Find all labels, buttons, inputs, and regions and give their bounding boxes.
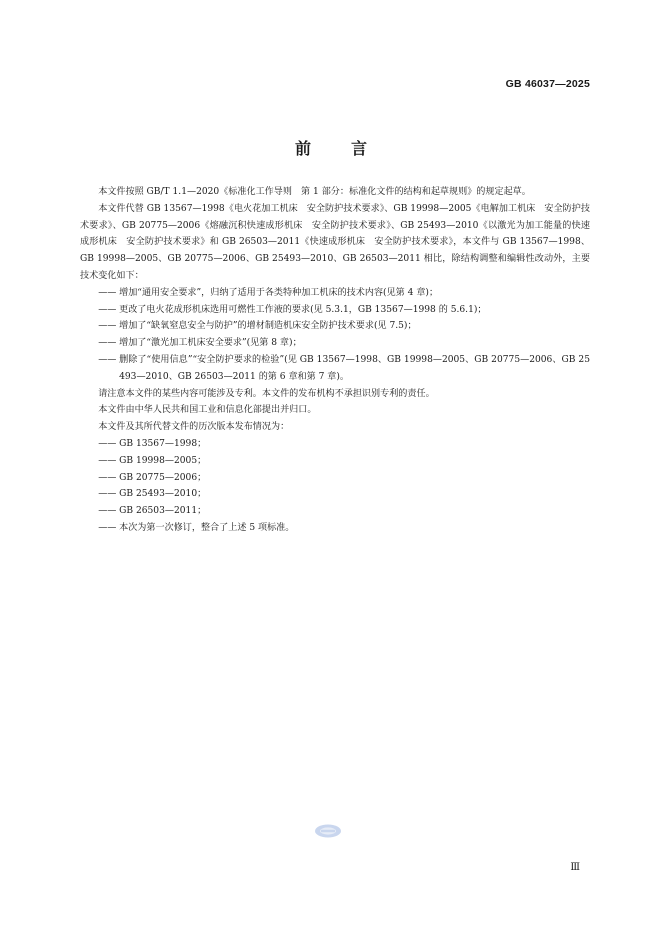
list-dash: —— [98,354,117,365]
history-item-text: GB 20775—2006； [119,472,207,483]
list-item [80,486,590,503]
list-item [80,352,590,386]
history-item-text: GB 13567—1998； [119,438,207,449]
list-dash: —— [98,472,117,483]
list-item [80,453,590,470]
history-item-text: 本次为第一次修订，整合了上述 5 项标准。 [119,522,295,533]
list-dash: —— [98,438,117,449]
page-number: Ⅲ [570,862,580,873]
change-item-text: 删除了“使用信息”“安全防护要求的检验”(见 GB 13567—1998、GB 19998—2005、GB 20775—2006、GB 25493—2010、GB 26503—2011 的第 6 章和第 7 章)。 [119,354,590,382]
change-item-text: 增加“通用安全要求”，归纳了适用于各类特种加工机床的技术内容(见第 4 章)； [119,287,439,298]
list-item [80,285,590,302]
history-item-text: GB 19998—2005； [119,455,207,466]
list-dash: —— [98,287,117,298]
paragraph-replaces: 本文件代替 GB 13567—1998《电火花加工机床 安全防护技术要求》、GB 19998—2005《电解加工机床 安全防护技术要求》、GB 20775—2006《熔融沉积快速成形机床 安全防护技术要求》、GB 25493—2010《以激光为加工能量的快速成形机床 安全防护技术要求》和 GB 26503—2011《快速成形机床 安全防护技术要求》，本文件与 GB 13567—1998、GB 19998—2005、GB 20775—2006、GB 25493—2010、GB 26503—2011 相比，除结构调整和编辑性改动外，主要技术变化如下： [80,203,590,281]
list-dash: —— [98,455,117,466]
list-dash: —— [98,338,117,349]
list-item [80,302,590,319]
change-item-text: 增加了“激光加工机床安全要求”(见第 8 章)； [119,338,302,349]
paragraph-drafting-rules: 本文件按照 GB/T 1.1—2020《标准化工作导则 第 1 部分：标准化文件的结构和起草规则》的规定起草。 [98,187,531,197]
list-dash: —— [98,489,117,500]
list-item [80,318,590,335]
history-item-text: GB 25493—2010； [119,489,207,500]
change-item-text: 更改了电火花成形机床选用可燃性工作液的要求(见 5.3.1，GB 13567—1998 的 5.6.1)； [119,304,487,315]
list-dash: —— [98,321,117,332]
list-dash: —— [98,304,117,315]
paragraph-proposer: 本文件由中华人民共和国工业和信息化部提出并归口。 [98,405,317,416]
list-item [80,520,590,537]
list-item [80,503,590,520]
list-item [80,436,590,453]
list-item [80,335,590,352]
paragraph-history-intro: 本文件及其所代替文件的历次版本发布情况为： [98,422,290,433]
foreword-body [80,184,590,537]
change-item-text: 增加了“缺氧窒息安全与防护”的增材制造机床安全防护技术要求(见 7.5)； [119,321,417,332]
paragraph-patent-notice: 请注意本文件的某些内容可能涉及专利。本文件的发布机构不承担识别专利的责任。 [98,388,435,399]
list-dash: —— [98,506,117,517]
watermark-logo-icon [306,823,350,839]
standard-number: GB 46037—2025 [505,78,590,90]
list-item [80,470,590,487]
list-dash: —— [98,522,117,533]
history-item-text: GB 26503—2011； [119,506,207,517]
page-title: 前言 [294,139,407,158]
